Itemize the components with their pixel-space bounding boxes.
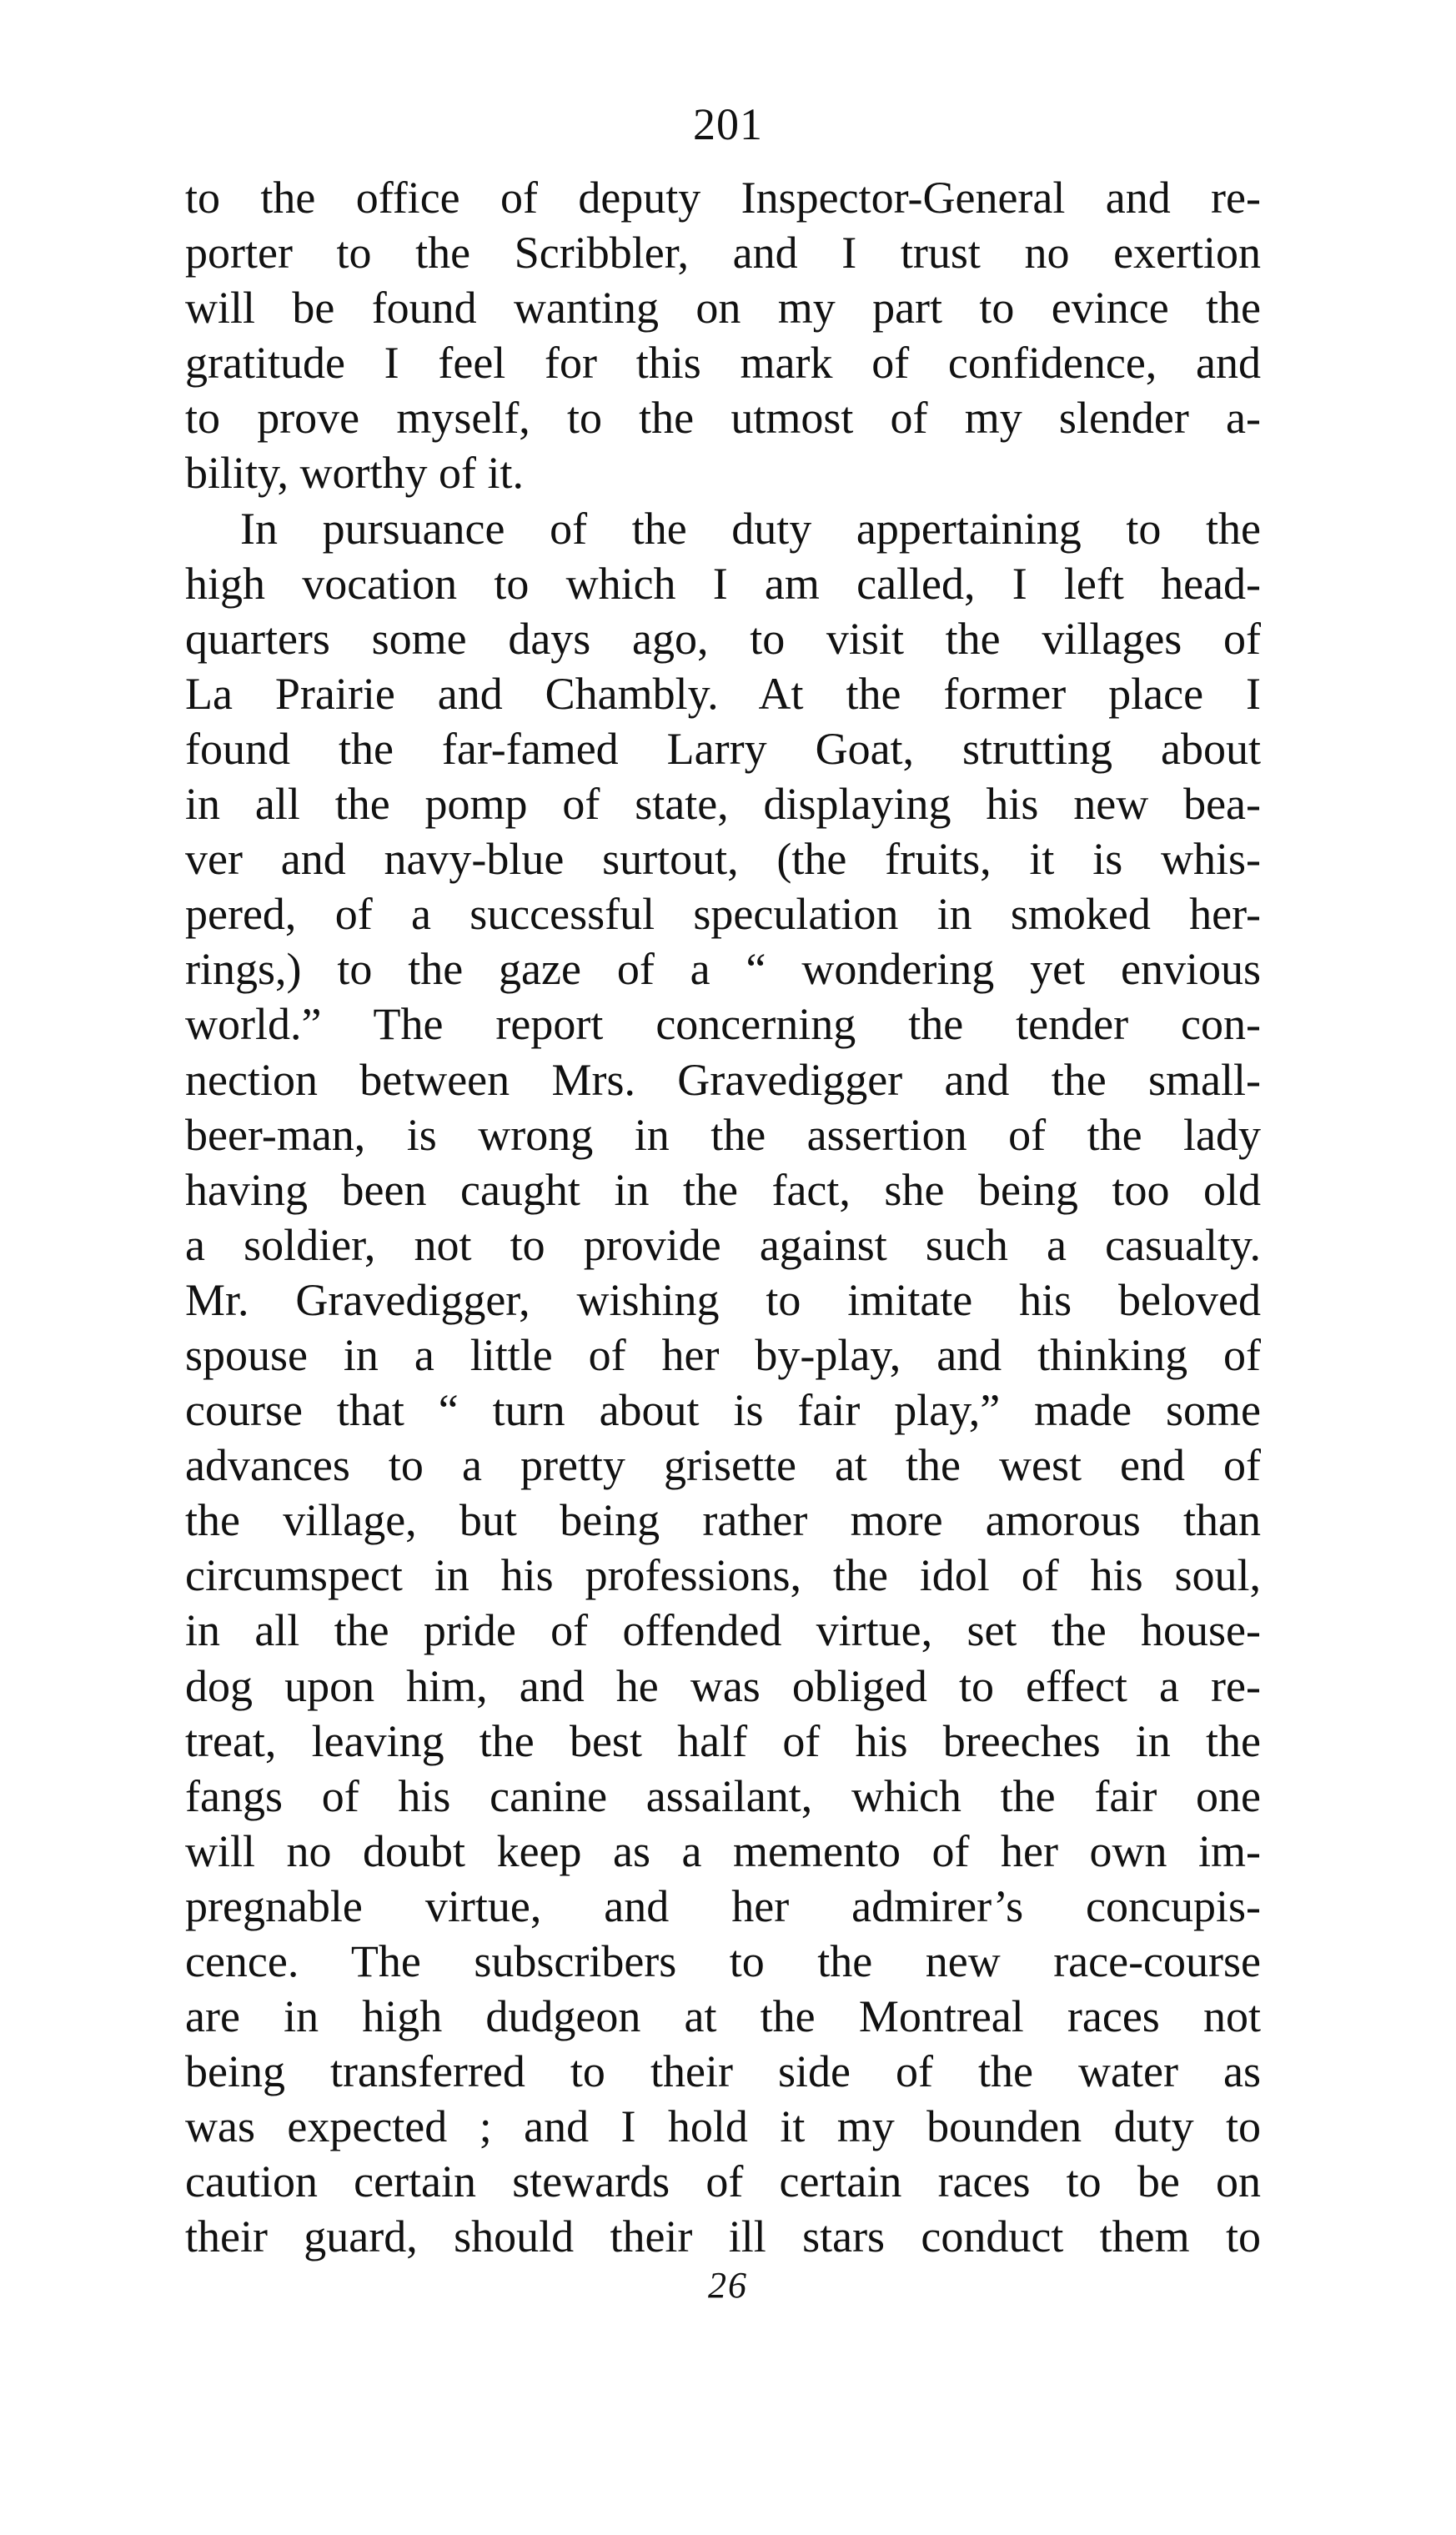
text-line: fangs of his canine assailant, which the fair one (185, 1770, 1261, 1821)
text-line: beer-man, is wrong in the assertion of the lady (185, 1109, 1261, 1160)
text-line: a soldier, not to provide against such a casualty. (185, 1219, 1261, 1270)
text-line: La Prairie and Chambly. At the former place I (185, 668, 1261, 719)
text-line: course that “ turn about is fair play,” made some (185, 1385, 1261, 1436)
text-line: pered, of a successful speculation in smoked her- (185, 889, 1261, 940)
text-line: spouse in a little of her by-play, and thinking of (185, 1329, 1261, 1380)
body-text (185, 170, 1261, 2265)
text-line: Mr. Gravedigger, wishing to imitate his beloved (185, 1274, 1261, 1325)
text-line: in all the pride of offended virtue, set the house- (185, 1605, 1261, 1656)
text-line: will no doubt keep as a memento of her own im- (185, 1825, 1261, 1876)
text-line: caution certain stewards of certain races to be on (185, 2156, 1261, 2207)
text-line: gratitude I feel for this mark of confidence, and (185, 338, 1261, 389)
text-line: pregnable virtue, and her admirer’s concupis- (185, 1880, 1261, 1931)
text-line: are in high dudgeon at the Montreal races not (185, 1991, 1261, 2042)
text-line: treat, leaving the best half of his breeches in the (185, 1715, 1261, 1766)
text-line: high vocation to which I am called, I left head- (185, 558, 1261, 609)
text-line: bility, worthy of it. (185, 448, 524, 499)
signature-mark: 26 (708, 2265, 748, 2306)
text-line: the village, but being rather more amorous than (185, 1495, 1261, 1546)
text-line: nection between Mrs. Gravedigger and the small- (185, 1054, 1261, 1105)
text-line: being transferred to their side of the water as (185, 2046, 1261, 2097)
text-line: to the office of deputy Inspector-General and re- (185, 173, 1261, 223)
page-number: 201 (693, 99, 763, 149)
text-line: to prove myself, to the utmost of my slender a- (185, 393, 1261, 444)
text-line: will be found wanting on my part to evince the (185, 283, 1261, 334)
text-line: rings,) to the gaze of a “ wondering yet envious (185, 944, 1261, 995)
text-line: found the far-famed Larry Goat, strutting about (185, 723, 1261, 774)
text-line: in all the pomp of state, displaying his new bea- (185, 779, 1261, 830)
text-line: dog upon him, and he was obliged to effect a re- (185, 1660, 1261, 1711)
text-line: circumspect in his professions, the idol of his soul, (185, 1550, 1261, 1601)
text-line: porter to the Scribbler, and I trust no exertion (185, 228, 1261, 279)
text-line: world.” The report concerning the tender con- (185, 999, 1261, 1050)
text-line: their guard, should their ill stars conduct them to (185, 2211, 1261, 2262)
text-line: advances to a pretty grisette at the west end of (185, 1440, 1261, 1491)
text-line: quarters some days ago, to visit the villages of (185, 613, 1261, 664)
text-line: was expected ; and I hold it my bounden duty to (185, 2101, 1261, 2152)
text-line: ver and navy-blue surtout, (the fruits, it is whis- (185, 834, 1261, 885)
text-line: In pursuance of the duty appertaining to the (240, 503, 1261, 554)
text-line: having been caught in the fact, she being too old (185, 1164, 1261, 1215)
text-line: cence. The subscribers to the new race-course (185, 1936, 1261, 1986)
